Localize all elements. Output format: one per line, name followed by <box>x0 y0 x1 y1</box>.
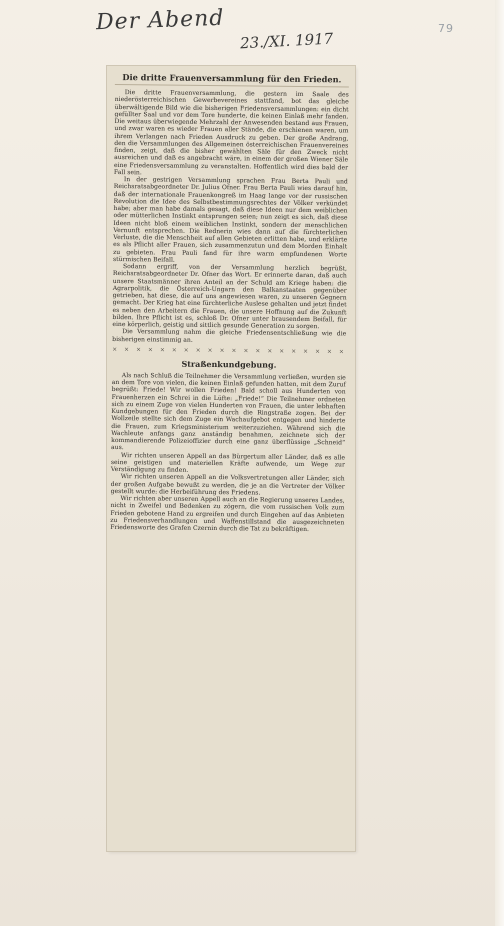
second-section <box>110 358 346 534</box>
article-paragraph: Wir richten unseren Appell an die Volksvertretungen aller Länder, sich der großen Aufgabe bewußt zu werden, die je an die Vertreter der Völker gestellt wurde: die Herbeiführung des Friedens. <box>110 473 345 497</box>
section-divider: × × × × × × × × × × × × × × × × × × × × <box>112 345 347 356</box>
section-headline: Straßenkundgebung. <box>181 358 277 370</box>
article-paragraph: Wir richten aber unseren Appell auch an die Regierung unseres Landes, nicht in Zweifel und Bedenken zu zögern, die vom russischen Volk zum Frieden gebotene Hand zu ergreifen und durch Eingehen auf das Anbieten zu Friedensverhandlungen und Waffenstillstand die ausgezeichneten Friedensworte des Grafen Czernin durch die Tat zu bekräftigen. <box>110 495 345 534</box>
article-paragraph: Wir richten unseren Appell an das Bürgertum aller Länder, daß es alle seine geistigen und materiellen Kräfte aufwende, um Wege zur Verständigung zu finden. <box>110 451 346 474</box>
article-headline: Die dritte Frauenversammlung für den Frieden. <box>115 72 349 87</box>
article-paragraph: Die Versammlung nahm die gleiche Friedensentschließung wie die bisherigen einstimmig an. <box>112 328 347 344</box>
page-number: 79 <box>438 22 454 35</box>
handwritten-date: 23./XI. 1917 <box>239 29 334 53</box>
newspaper-title: Der Abend <box>95 5 225 36</box>
article-paragraph: Als nach Schluß die Teilnehmer die Versammlung verließen, wurden sie an dem Tore von vielen, die keinen Einlaß gefunden hatten, mit dem Zuruf begrüßt: Friede! Wir wollen Frieden! Bald scholl aus Hunderten von Frauenherzen ein Schrei in die Lüfte: „Friede!“ Die Teilnehmer ordneten sich zu einem Zuge von vielen Hunderten von Frauen, die unter lebhaften Kundgebungen für den Frieden durch die Ringstraße zogen. Bei der Wollzeile stellte sich dem Zuge ein Wachaufgebot entgegen und hinderte die Frauen, zum Kriegsministerium weiterzuziehen. Während sich die Wachleute anfangs ganz anständig benahmen, zeichnete sich der kommandierende Polizeioffizier durch eine ganz überflüssige „Schneid“ aus. <box>111 371 346 452</box>
article-paragraph: Sodann ergriff, von der Versammlung herzlich begrüßt, Reichsratsabgeordneter Dr. Ofner das Wort. Er erinnerte daran, daß auch unsere Staatsmänner ihren Anteil an der Schuld am Kriege haben: die Agrarpolitik, die Österreich-Ungarn den Balkanstaaten gegenüber getrieben, hat diese, die auf uns angewiesen waren, zu unseren Gegnern gemacht. Der Krieg hat eine fürchterliche Auslese gehalten und jetzt findet es neben den Arbeitern die Frauen, die unsere Hoffnung auf die Zukunft bilden. Ihre Pflicht ist es, schloß Dr. Ofner unter brausendem Beifall, für eine körperlich, geistig und sittlich gesunde Generation zu sorgen. <box>112 263 347 331</box>
handwritten-header <box>96 6 356 58</box>
sheet-edge <box>495 0 504 926</box>
newspaper-clipping <box>107 66 355 851</box>
article-paragraph: Die dritte Frauenversammlung, die gestern im Saale des niederösterreichischen Gewerbevereines stattfand, bot das gleiche überwältigende Bild wie die bisherigen Friedensversammlungen: ein dicht gefüllter Saal und vor dem Tore hunderte, die keinen Einlaß mehr fanden. Die weitaus überwiegende Mehrzahl der Anwesenden bestand aus Frauen, und zwar waren es wieder Frauen aller Stände, die erschienen waren, um ihrem Verlangen nach Frieden Ausdruck zu geben. Der große Andrang, den die Versammlungen des Allgemeinen österreichischen Frauenvereines finden, zeigt, daß die bisher gewählten Säle für den Zweck nicht ausreichen und daß es angebracht wäre, in einem der großen Wiener Säle eine Friedensversammlung zu veranstalten. Hoffentlich wird dies bald der Fall sein. <box>113 89 349 177</box>
article-paragraph: In der gestrigen Versammlung sprachen Frau Berta Pauli und Reichsratsabgeordneter Dr. Julius Ofner. Frau Berta Pauli wies darauf hin, daß der internationale Frauenkongreß im Haag lange vor der russischen Revolution die Idee des Selbstbestimmungsrechtes der Völker verkündet habe; aber man habe damals gesagt, daß diese Ideen nur dem weiblichen oder mütterlichen Instinkt entsprungen seien; nun zeigt es sich, daß diese Ideen nicht bloß einem weiblichen Instinkt, sondern der menschlichen Vernunft entsprechen. Die Rednerin wies dann auf die fürchterlichen Verluste, die die Menschheit auf allen Gebieten erlitten habe, und erklärte es als Pflicht aller Frauen, sich zusammenzutun und dem Morden Einhalt zu gebieten. Frau Pauli fand für ihre warm empfundenen Worte stürmischen Beifall. <box>113 176 348 264</box>
clipping-text <box>110 72 349 534</box>
